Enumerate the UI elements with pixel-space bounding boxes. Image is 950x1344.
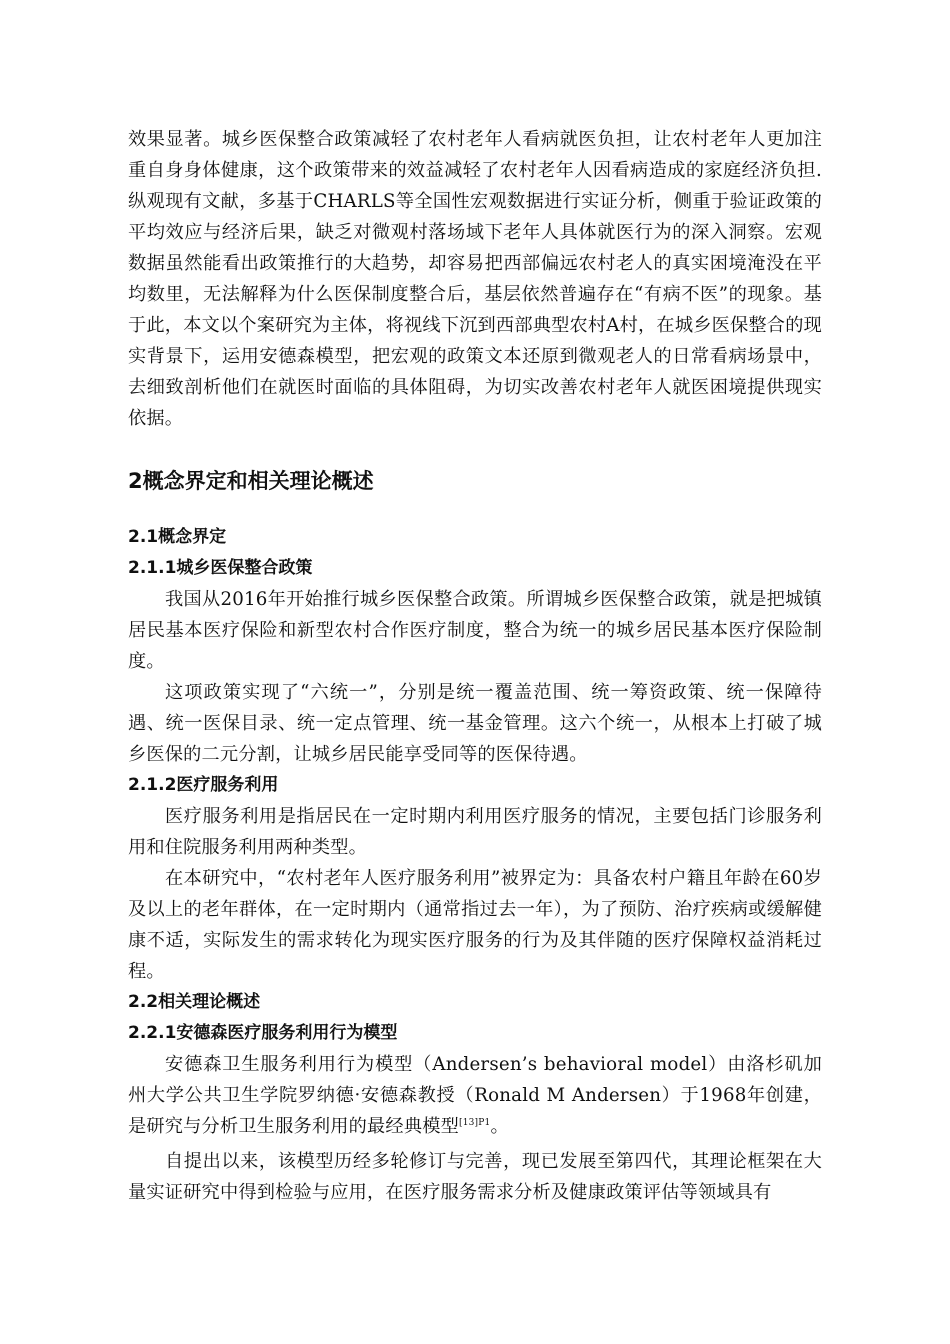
subsection-heading-2-1-1: 2.1.1城乡医保整合政策 [128, 558, 313, 578]
spacer [128, 496, 822, 522]
paragraph-2-2-1-a-text: 安德森卫生服务利用行为模型（Andersen’s behavioral model）由洛杉矶加州大学公共卫生学院罗纳德·安德森教授（Ronald M Andersen）于1968年创建，是研究与分析卫生服务利用的最经典模型 [128, 1054, 822, 1137]
citation-mark: [13]P1 [458, 1117, 491, 1128]
intro-paragraph: 效果显著。城乡医保整合政策减轻了农村老年人看病就医负担，让农村老年人更加注重自身身体健康，这个政策带来的效益减轻了农村老年人因看病造成的家庭经济负担.纵观现有文献，多基于CHARLS等全国性宏观数据进行实证分析，侧重于验证政策的平均效应与经济后果，缺乏对微观村落场域下老年人具体就医行为的深入洞察。宏观数据虽然能看出政策推行的大趋势，却容易把西部偏远农村老人的真实困境淹没在平均数里，无法解释为什么医保制度整合后，基层依然普遍存在“有病不医”的现象。基于此，本文以个案研究为主体，将视线下沉到西部典型农村A村，在城乡医保整合的现实背景下，运用安德森模型，把宏观的政策文本还原到微观老人的日常看病场景中，去细致剖析他们在就医时面临的具体阻碍，为切实改善农村老年人就医困境提供现实依据。 [128, 129, 822, 429]
paragraph-2-1-1-b: 这项政策实现了“六统一”，分别是统一覆盖范围、统一筹资政策、统一保障待遇、统一医保目录、统一定点管理、统一基金管理。这六个统一，从根本上打破了城乡医保的二元分割，让城乡居民能享受同等的医保待遇。 [128, 682, 822, 765]
paragraph-2-1-1-a: 我国从2016年开始推行城乡医保整合政策。所谓城乡医保整合政策，就是把城镇居民基本医疗保险和新型农村合作医疗制度，整合为统一的城乡居民基本医疗保险制度。 [128, 589, 822, 672]
subsection-heading-2-1-2: 2.1.2医疗服务利用 [128, 775, 279, 795]
paragraph-2-2-1-b: 自提出以来，该模型历经多轮修订与完善，现已发展至第四代，其理论框架在大量实证研究中得到检验与应用，在医疗服务需求分析及健康政策评估等领域具有 [128, 1151, 822, 1203]
spacer [128, 434, 822, 466]
paragraph-2-2-1-a [128, 1049, 822, 1142]
paragraph-2-1-2-a: 医疗服务利用是指居民在一定时期内利用医疗服务的情况，主要包括门诊服务利用和住院服务利用两种类型。 [128, 806, 822, 858]
subsection-heading-2-1: 2.1概念界定 [128, 527, 227, 547]
paragraph-2-2-1-a-end: 。 [490, 1116, 509, 1137]
paragraph-2-1-2-b: 在本研究中，“农村老年人医疗服务利用”被界定为：具备农村户籍且年龄在60岁及以上的老年群体，在一定时期内（通常指过去一年），为了预防、治疗疾病或缓解健康不适，实际发生的需求转化为现实医疗服务的行为及其伴随的医疗保障权益消耗过程。 [128, 868, 822, 982]
document-body [128, 124, 822, 1208]
subsection-heading-2-2: 2.2相关理论概述 [128, 992, 261, 1012]
section-heading-2: 2概念界定和相关理论概述 [128, 469, 374, 493]
subsection-heading-2-2-1: 2.2.1安德森医疗服务利用行为模型 [128, 1023, 398, 1043]
